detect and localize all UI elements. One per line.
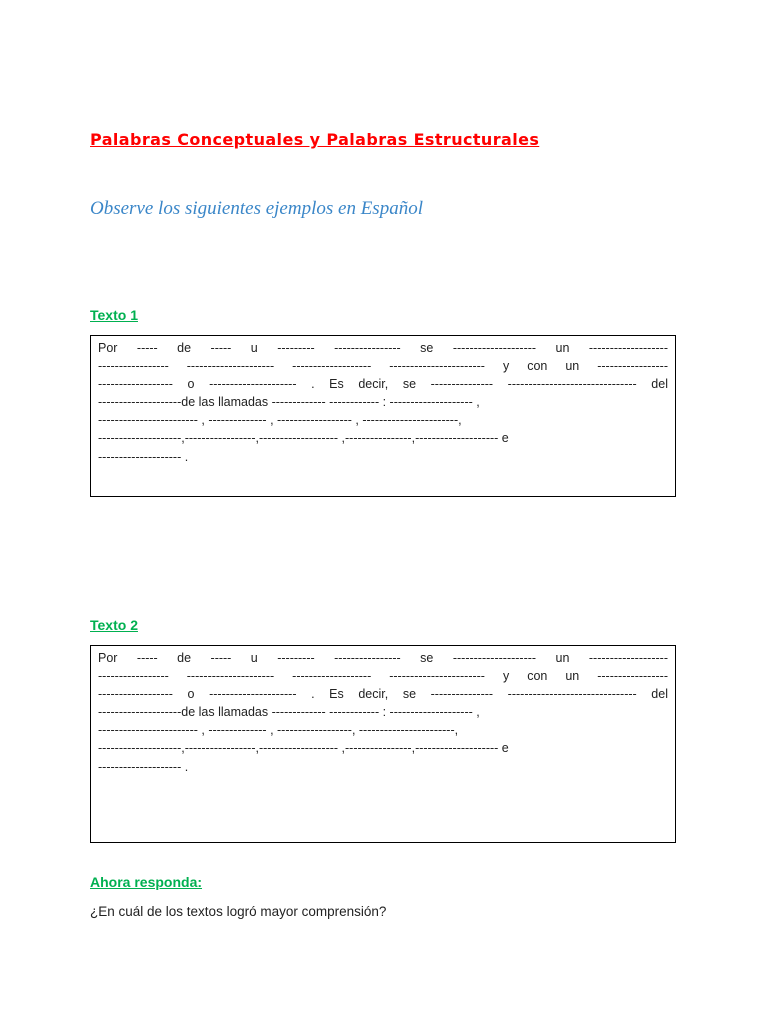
- page-subtitle: Observe los siguientes ejemplos en Español: [90, 198, 423, 219]
- texto1-line: --------------------,-----------------,------------------- ,----------------,-------------------- e: [98, 431, 509, 446]
- texto1-line: --------------------de las llamadas ------------- ------------ : -------------------- ,: [98, 395, 480, 410]
- texto2-label: Texto 2: [90, 617, 138, 633]
- texto2-line: ------------------ o --------------------- . Es decir, se --------------- ------------------------------- del: [98, 687, 668, 702]
- texto2-line: ----------------- --------------------- ------------------- ----------------------- y con un -----------------: [98, 669, 668, 684]
- texto1-line: -------------------- .: [98, 449, 189, 464]
- texto2-line: --------------------de las llamadas ------------- ------------ : -------------------- ,: [98, 705, 480, 720]
- page-title: Palabras Conceptuales y Palabras Estructurales: [90, 130, 540, 149]
- texto1-label: Texto 1: [90, 307, 138, 323]
- texto1-line: ------------------------ , -------------- , ------------------ , -----------------------,: [98, 413, 462, 428]
- texto2-box: [90, 645, 676, 843]
- texto1-line: Por ----- de ----- u --------- ---------------- se -------------------- un -------------------: [98, 341, 668, 355]
- question-text: ¿En cuál de los textos logró mayor comprensión?: [90, 904, 387, 919]
- texto2-line: --------------------,-----------------,------------------- ,----------------,-------------------- e: [98, 741, 509, 756]
- texto1-line: ------------------ o --------------------- . Es decir, se --------------- ------------------------------- del: [98, 377, 668, 392]
- texto2-line: Por ----- de ----- u --------- ---------------- se -------------------- un -------------------: [98, 651, 668, 665]
- texto1-line: ----------------- --------------------- ------------------- ----------------------- y con un -----------------: [98, 359, 668, 374]
- texto1-box: [90, 335, 676, 497]
- respuesta-label: Ahora responda:: [90, 874, 203, 890]
- texto2-line: ------------------------ , -------------- , ------------------, -----------------------,: [98, 723, 459, 738]
- texto2-line: -------------------- .: [98, 759, 189, 774]
